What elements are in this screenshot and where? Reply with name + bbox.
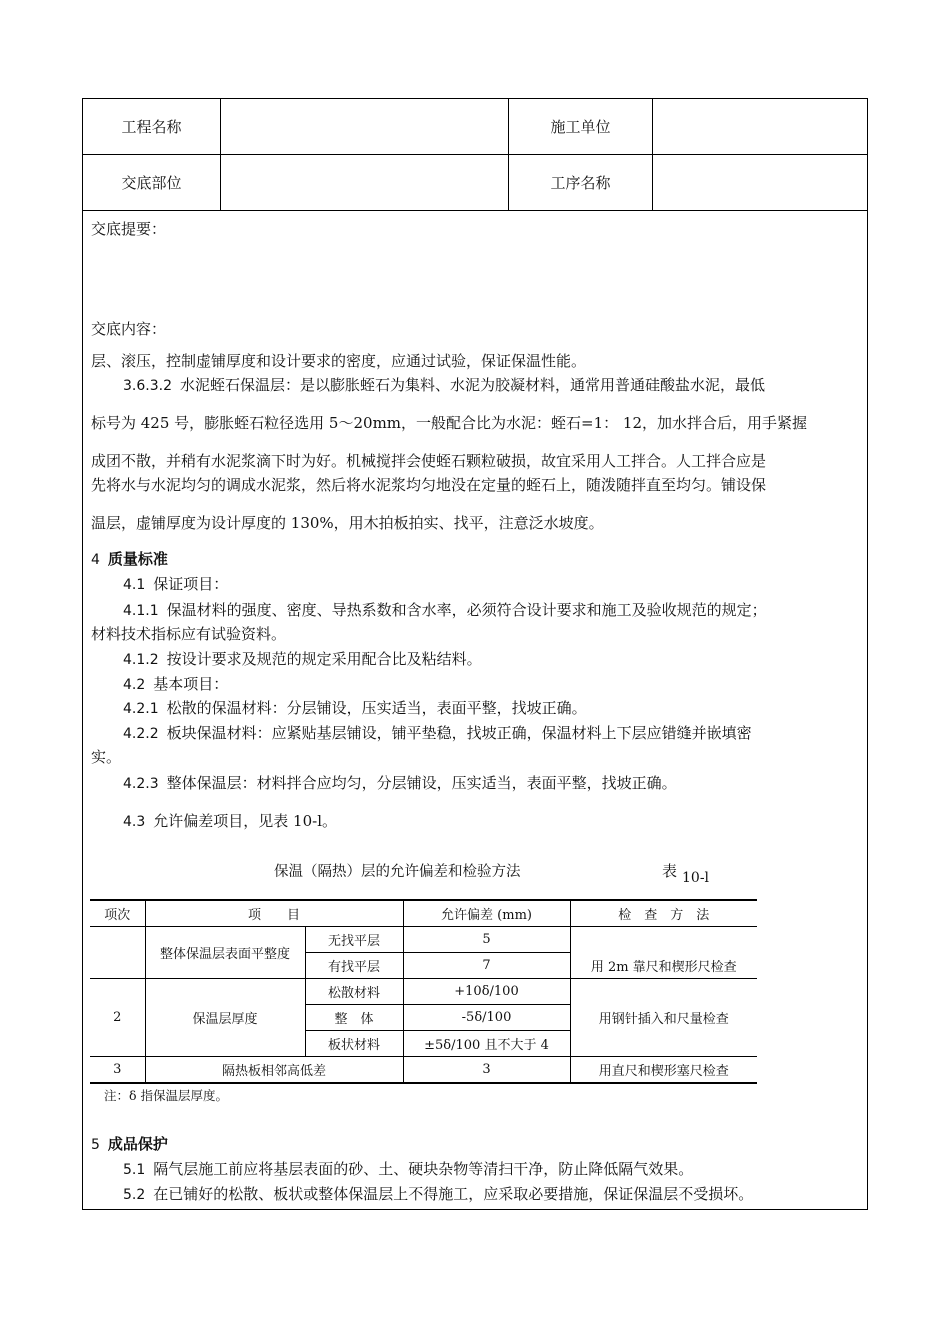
section-5-heading: [91, 1134, 168, 1155]
clause-text: 按设计要求及规范的规定采用配合比及粘结料。: [166, 650, 482, 668]
body-line: 先将水与水泥均匀的调成水泥浆，然后将水泥浆均匀地没在定量的蛭石上，随泼随拌直至均匀。铺设保: [91, 476, 767, 494]
summary-label: 交底提要：: [91, 220, 167, 238]
row-subitem: 松散材料: [305, 979, 403, 1005]
row-item: 保温层厚度: [145, 979, 305, 1057]
clause-text: 板块保温材料：应紧贴基层铺设，铺平垫稳，找坡正确，保温材料上下层应错缝并嵌填密: [166, 724, 752, 742]
table-row: [90, 979, 757, 1005]
clause-number: 4.2.2: [123, 726, 159, 742]
row-tolerance: +10δ/100: [403, 979, 570, 1005]
contractor-value[interactable]: [653, 99, 867, 154]
table-note: 注：δ 指保温层厚度。: [104, 1088, 228, 1103]
header-row-2: [83, 155, 867, 211]
clause-4-1-1-continuation: 材料技术指标应有试验资料。: [91, 625, 287, 643]
clause-text: 保证项目：: [153, 575, 229, 593]
row-no: 2: [90, 979, 145, 1057]
contractor-label: 施工单位: [509, 99, 653, 154]
paragraph-3632-first-line: [123, 375, 765, 396]
clause-number: 4.3: [123, 814, 146, 830]
row-subitem: 有找平层: [305, 953, 403, 979]
clause-4-2-1: [123, 698, 587, 719]
body-line: 层、滚压，控制虚铺厚度和设计要求的密度，应通过试验，保证保温性能。: [91, 352, 587, 370]
project-name-value[interactable]: [221, 99, 509, 154]
briefing-part-label: 交底部位: [83, 155, 221, 210]
clause-4-2: [123, 674, 228, 695]
table-number-label: 表: [662, 862, 678, 880]
clause-number: 4.1: [123, 577, 146, 593]
clause-4-2-3: [123, 773, 677, 794]
table-number: 10-l: [682, 870, 710, 886]
row-tolerance: ±5δ/100 且不大于 4: [403, 1031, 570, 1057]
section-title: 成品保护: [107, 1135, 168, 1153]
row-tolerance: 7: [403, 953, 570, 979]
row-tolerance: 3: [403, 1057, 570, 1084]
clause-text: 基本项目：: [153, 675, 229, 693]
clause-text: 允许偏差项目，见表 10-l。: [153, 812, 337, 830]
clause-text: 整体保温层：材料拌合应均匀，分层铺设，压实适当，表面平整，找坡正确。: [166, 774, 677, 792]
clause-4-2-2: [123, 723, 752, 744]
clause-number: 4.1.1: [123, 603, 159, 619]
row-method: 用直尺和楔形塞尺检查: [570, 1057, 757, 1084]
col-header-no: 项次: [90, 900, 145, 927]
clause-number: 4.2.1: [123, 701, 159, 717]
section-4-heading: [91, 549, 168, 570]
row-method: 用钢针插入和尺量检查: [570, 979, 757, 1057]
clause-number: 5.2: [123, 1187, 146, 1203]
tolerance-table: [90, 899, 757, 1084]
clause-text: 松散的保温材料：分层铺设，压实适当，表面平整，找坡正确。: [166, 699, 587, 717]
content-label: 交底内容：: [91, 320, 167, 338]
body-line: 成团不散，并稍有水泥浆滴下时为好。机械搅拌会使蛭石颗粒破损，故宜采用人工拌合。人工拌合应是: [91, 452, 767, 470]
clause-4-1-2: [123, 649, 482, 670]
clause-number: 5.1: [123, 1162, 146, 1178]
clause-number: 4.1.2: [123, 652, 159, 668]
body-line: 标号为 425 号，膨胀蛭石粒径选用 5～20mm，一般配合比为水泥：蛭石=1： 12，加水拌合后，用手紧握: [91, 414, 807, 432]
section-number: 5: [91, 1137, 100, 1153]
row-no: 3: [90, 1057, 145, 1084]
clause-text: 保温材料的强度、密度、导热系数和含水率，必须符合设计要求和施工及验收规范的规定；: [166, 601, 767, 619]
section-number: 3.6.3.2: [123, 378, 172, 394]
clause-number: 4.2.3: [123, 776, 159, 792]
clause-4-1-1: [123, 600, 767, 621]
section-title: 质量标准: [107, 550, 168, 568]
row-subitem: 板状材料: [305, 1031, 403, 1057]
row-item: 整体保温层表面平整度: [145, 927, 305, 979]
col-header-item: 项 目: [145, 900, 403, 927]
clause-4-3: [123, 811, 337, 832]
clause-text: 隔气层施工前应将基层表面的砂、土、硬块杂物等清扫干净，防止降低隔气效果。: [153, 1160, 694, 1178]
header-row-1: [83, 99, 867, 155]
section-number: 4: [91, 552, 100, 568]
row-subitem: 整 体: [305, 1005, 403, 1031]
row-subitem: 无找平层: [305, 927, 403, 953]
table-row: [90, 927, 757, 953]
briefing-part-value[interactable]: [221, 155, 509, 210]
row-method: 用 2m 靠尺和楔形尺检查: [570, 927, 757, 979]
process-name-label: 工序名称: [509, 155, 653, 210]
table-header-row: [90, 900, 757, 927]
process-name-value[interactable]: [653, 155, 867, 210]
clause-number: 4.2: [123, 677, 146, 693]
project-name-label: 工程名称: [83, 99, 221, 154]
body-line: 温层，虚铺厚度为设计厚度的 130%，用木拍板拍实、找平，注意泛水坡度。: [91, 514, 604, 532]
table-title: 保温（隔热）层的允许偏差和检验方法: [274, 864, 521, 880]
row-tolerance: 5: [403, 927, 570, 953]
row-item: 隔热板相邻高低差: [145, 1057, 403, 1084]
col-header-tolerance: 允许偏差 (mm): [403, 900, 570, 927]
paragraph-text: 水泥蛭石保温层：是以膨胀蛭石为集料、水泥为胶凝材料，通常用普通硅酸盐水泥，最低: [179, 376, 765, 394]
clause-text: 在已铺好的松散、板状或整体保温层上不得施工，应采取必要措施，保证保温层不受损坏。: [153, 1185, 754, 1203]
row-no: [90, 927, 145, 979]
table-row: [90, 1057, 757, 1084]
clause-5-1: [123, 1159, 693, 1180]
row-tolerance: -5δ/100: [403, 1005, 570, 1031]
clause-4-1: [123, 574, 228, 595]
clause-4-2-2-continuation: 实。: [91, 748, 122, 766]
col-header-method: 检 查 方 法: [570, 900, 757, 927]
clause-5-2: [123, 1184, 753, 1205]
